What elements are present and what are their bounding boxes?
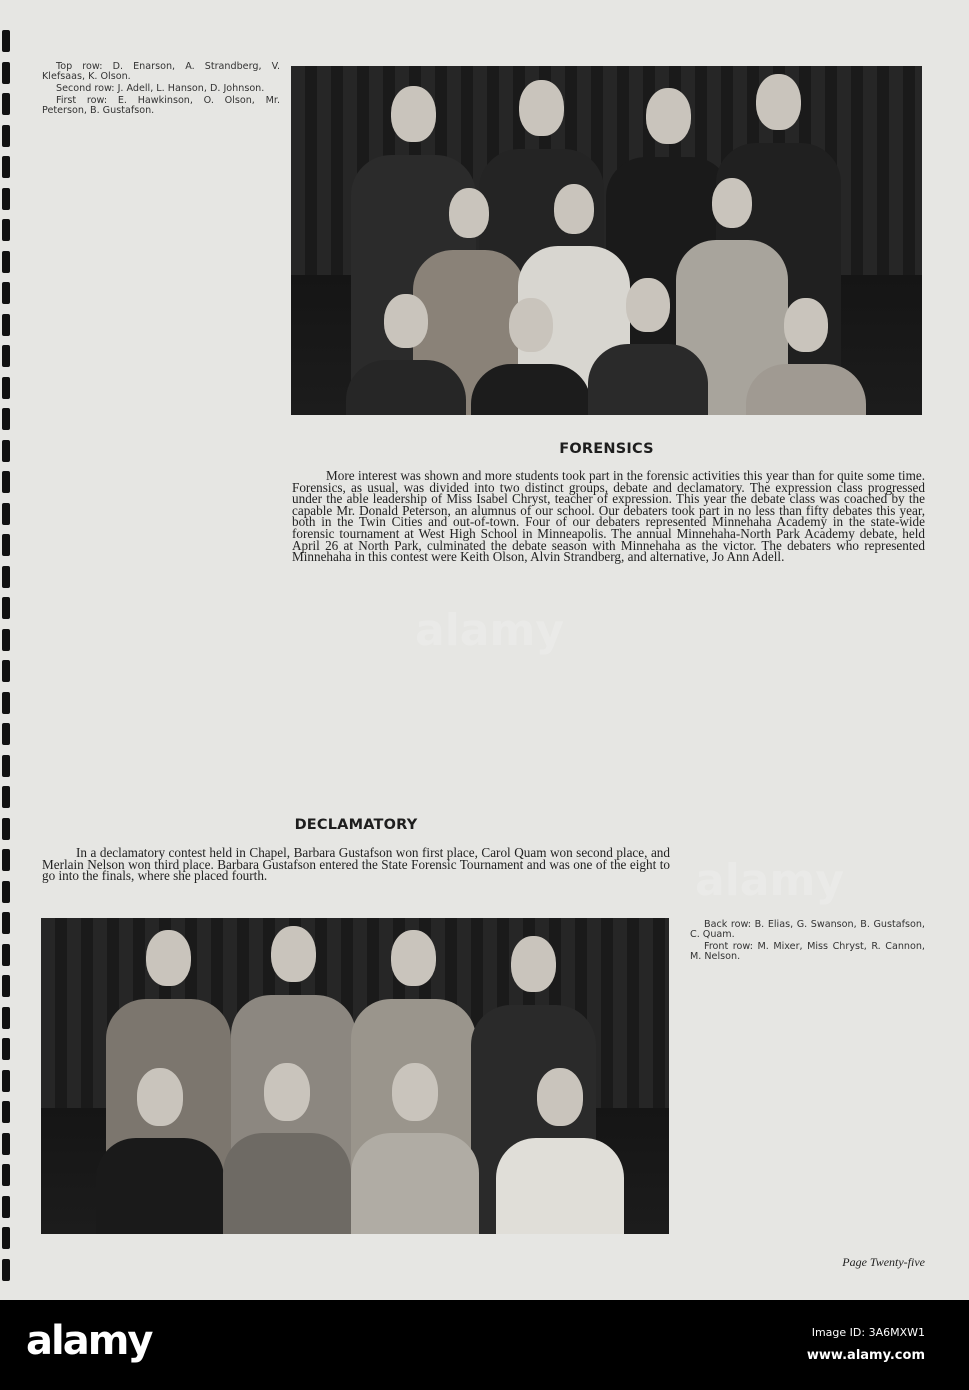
spiral-ring — [2, 723, 10, 745]
stock-footer — [0, 1300, 969, 1390]
spiral-ring — [2, 1227, 10, 1249]
spiral-binding — [0, 0, 14, 1300]
watermark: alamy — [695, 855, 844, 906]
spiral-ring — [2, 377, 10, 399]
spiral-ring — [2, 125, 10, 147]
spiral-ring — [2, 975, 10, 997]
spiral-ring — [2, 251, 10, 273]
spiral-ring — [2, 849, 10, 871]
spiral-ring — [2, 503, 10, 525]
spiral-ring — [2, 786, 10, 808]
caption-second-row: Second row: J. Adell, L. Hanson, D. Johnson. — [56, 83, 265, 94]
spiral-ring — [2, 314, 10, 336]
spiral-ring — [2, 471, 10, 493]
declamatory-heading: DECLAMATORY — [294, 817, 418, 833]
image-id: Image ID: 3A6MXW1 — [811, 1326, 925, 1339]
spiral-ring — [2, 1196, 10, 1218]
caption-first-row: First row: E. Hawkinson, O. Olson, Mr. Peterson, B. Gustafson. — [42, 95, 280, 116]
spiral-ring — [2, 1007, 10, 1029]
forensics-photo-caption — [42, 62, 280, 118]
spiral-ring — [2, 660, 10, 682]
forensics-heading: FORENSICS — [559, 441, 654, 457]
spiral-ring — [2, 1259, 10, 1281]
watermark: alamy — [415, 605, 564, 656]
spiral-ring — [2, 566, 10, 588]
spiral-ring — [2, 440, 10, 462]
spiral-ring — [2, 692, 10, 714]
spiral-ring — [2, 282, 10, 304]
spiral-ring — [2, 818, 10, 840]
alamy-logo: alamy — [26, 1318, 152, 1364]
spiral-ring — [2, 345, 10, 367]
spiral-ring — [2, 1133, 10, 1155]
caption-top-row: Top row: D. Enarson, A. Strandberg, V. Klefsaas, K. Olson. — [42, 61, 280, 82]
spiral-ring — [2, 408, 10, 430]
spiral-ring — [2, 156, 10, 178]
page-number: Page Twenty-five — [842, 1255, 925, 1269]
spiral-ring — [2, 629, 10, 651]
declamatory-group-photo — [41, 918, 669, 1234]
declamatory-photo-caption — [690, 920, 925, 964]
forensics-group-photo — [291, 66, 922, 415]
spiral-ring — [2, 534, 10, 556]
caption-back-row: Back row: B. Elias, G. Swanson, B. Gustafson, C. Quam. — [690, 919, 925, 940]
spiral-ring — [2, 1038, 10, 1060]
spiral-ring — [2, 944, 10, 966]
caption-front-row: Front row: M. Mixer, Miss Chryst, R. Cannon, M. Nelson. — [690, 941, 925, 962]
spiral-ring — [2, 597, 10, 619]
spiral-ring — [2, 219, 10, 241]
spiral-ring — [2, 1070, 10, 1092]
spiral-ring — [2, 1164, 10, 1186]
declamatory-paragraph: In a declamatory contest held in Chapel, Barbara Gustafson won first place, Carol Quam won second place, and Merlain Nelson won third place. Barbara Gustafson entered the State Forensic Tournament and was one of the eight to go into the finals, where she placed fourth. — [42, 845, 670, 884]
spiral-ring — [2, 881, 10, 903]
spiral-ring — [2, 62, 10, 84]
forensics-paragraph: More interest was shown and more students took part in the forensic activities this year than for quite some time. Forensics, as usual, was divided into two distinct groups, debate and declamatory. The expression class progressed under the able leadership of Miss Isabel Chryst, teacher of expression. This year the debate class was coached by the capable Mr. Donald Peterson, an alumnus of our school. Our debaters took part in no less than fifty debates this year, both in the Twin Cities and out-of-town. Four of our debaters represented Minnehaha Academy in the state-wide forensic tournament at West High School in Minneapolis. The annual Minnehaha-North Park Academy debate, held April 26 at North Park, culminated the debate season with Minnehaha as the victor. The debaters who represented Minnehaha in this contest were Keith Olson, Alvin Strandberg, and alternative, Jo Ann Adell. — [292, 468, 925, 565]
spiral-ring — [2, 188, 10, 210]
spiral-ring — [2, 30, 10, 52]
spiral-ring — [2, 912, 10, 934]
spiral-ring — [2, 93, 10, 115]
spiral-ring — [2, 1101, 10, 1123]
website-link[interactable]: www.alamy.com — [806, 1348, 925, 1363]
spiral-ring — [2, 755, 10, 777]
